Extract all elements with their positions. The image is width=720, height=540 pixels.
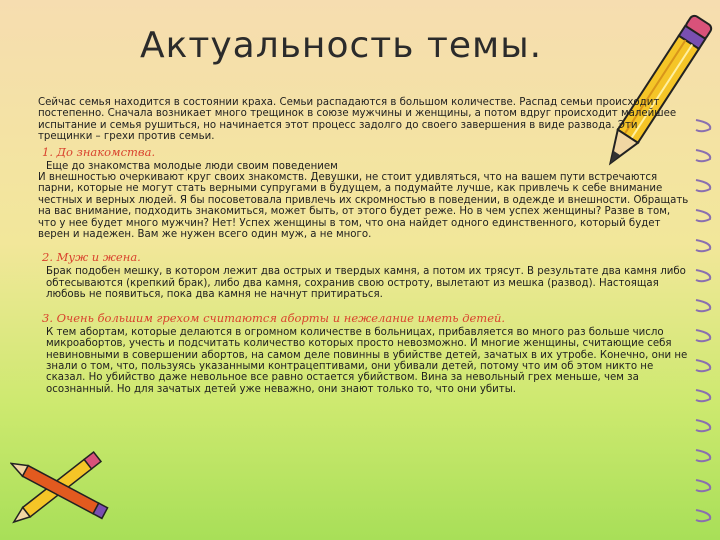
section-heading-3: 3. Очень большим грехом считаются аборты и нежелание иметь детей. <box>42 310 506 325</box>
section-1-paragraph-1: Еще до знакомства молодые люди своим поведением <box>46 160 338 172</box>
intro-paragraph: Сейчас семья находится в состоянии краха. Семьи распадаются в большом количестве. Распад семьи происходит постепенно. Сначала возникает много трещинок в союзе мужчины и женщины, а потом вдруг происходит малейшее испытание и семья рушиться, но начинается этот процесс задолго до своего завершения в виде развода. Эти трещинки – грехи против семьи. <box>38 97 677 143</box>
section-1-paragraph-2: И внешностью очеркивают круг своих знакомств. Девушки, не стоит удивляться, что на вашем пути встречаются парни, которые не могут стать верными супругами в будущем, а подумайте лучше, как привлечь к себе внимание честных и верных людей. Я бы посоветовала привлечь их скромностью в поведении, в одежде и внешности. Обращать на вас внимание, подходить знакомиться, может быть, от этого будет реже. Но в чем успех женщины? Разве в том, что у нее будет много мужчин? Нет! Успех женщины в том, что она найдет одного единственного, который будет верен и надежен. Вам же нужен всего один муж, а не много. <box>38 172 689 241</box>
section-heading-2: 2. Муж и жена. <box>42 250 141 265</box>
crossed-pencils-icon <box>10 432 120 532</box>
section-2-paragraph-1: Брак подобен мешку, в котором лежит два острых и твердых камня, а потом их трясут. В результате два камня либо обтесываются (крепкий брак), либо два камня, сохранив свою остроту, вылетают из мешка (развод). Настоящая любовь не появиться, пока два камня не начнут притираться. <box>46 266 686 301</box>
section-3-paragraph-1: К тем абортам, которые делаются в огромном количестве в больницах, прибавляется во много раз больше число микроабортов, учесть и подсчитать количество которых просто невозможно. И многие женщины, считающие себя невиновными в совершении абортов, на самом деле повинны в убийстве детей, зачатых в их утробе. Конечно, они не знали о том, что, пользуясь указанными контрацептивами, они убивали детей, потому что им об этом никто не сказал. Но убийство даже невольное все равно остается убийством. Вина за невольный грех меньше, чем за осознанный. Но для зачатых детей уже неважно, они знают только то, что они убиты. <box>46 326 688 395</box>
body-text <box>38 97 690 395</box>
page-title: Актуальность темы. <box>140 25 543 66</box>
section-heading-1: 1. До знакомства. <box>42 144 156 159</box>
